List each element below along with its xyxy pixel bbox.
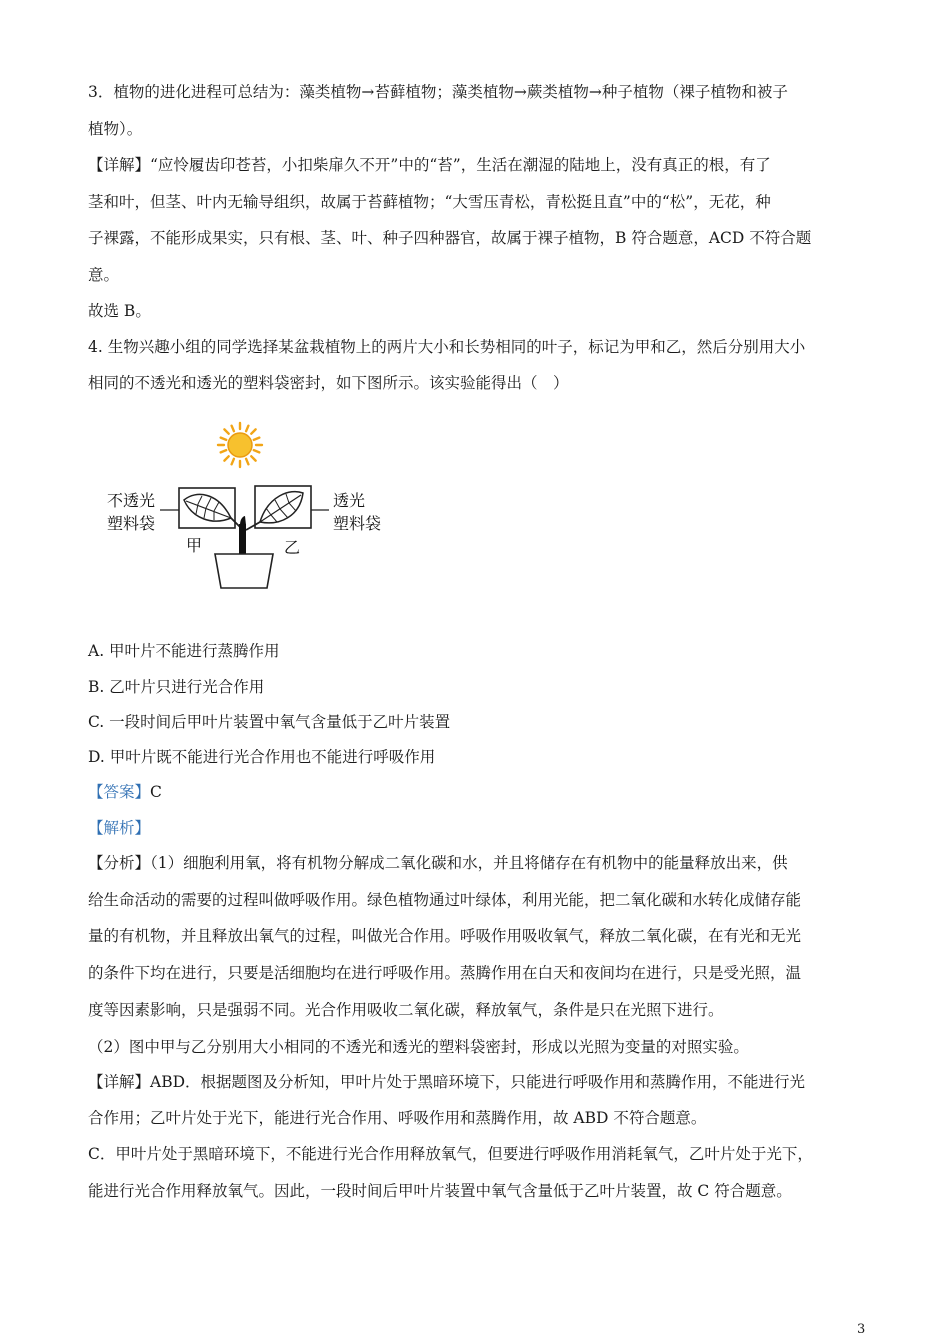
- transparent-bag: [246, 486, 311, 530]
- analysis-line: 给生命活动的需要的过程叫做呼吸作用。绿色植物通过叶绿体，利用光能，把二氧化碳和水转化成储存能: [88, 891, 802, 909]
- analysis-line: （2）图中甲与乙分别用大小相同的不透光和透光的塑料袋密封，形成以光照为变量的对照实验。: [88, 1038, 749, 1056]
- plant-stem: [239, 516, 246, 554]
- analysis-line: 度等因素影响，只是强弱不同。光合作用吸收二氧化碳，释放氧气，条件是只在光照下进行。: [88, 1001, 724, 1019]
- option-c: C. 一段时间后甲叶片装置中氧气含量低于乙叶片装置: [88, 713, 451, 731]
- answer-line: [88, 782, 162, 802]
- opaque-bag: [179, 488, 241, 528]
- flower-pot: [215, 554, 273, 588]
- answer-tag: 【答案】: [88, 783, 151, 801]
- label-transparent-line2: 塑料袋: [333, 514, 382, 533]
- experiment-figure: [100, 418, 400, 598]
- detail-line: 【详解】ABD．根据题图及分析知，甲叶片处于黑暗环境下，只能进行呼吸作用和蒸腾作用，不能进行光: [88, 1073, 806, 1091]
- q3-detail-line: 意。: [88, 266, 120, 284]
- label-transparent-line1: 透光: [333, 491, 366, 510]
- label-opaque-line2: 塑料袋: [107, 514, 156, 533]
- detail-line: 合作用；乙叶片处于光下，能进行光合作用、呼吸作用和蒸腾作用，故 ABD 不符合题意。: [88, 1109, 707, 1127]
- sun-icon: [218, 423, 262, 467]
- label-opaque-line1: 不透光: [107, 491, 156, 510]
- q3-text-line: 3．植物的进化进程可总结为：藻类植物→苔藓植物；藻类植物→蕨类植物→种子植物（裸子植物和被子: [88, 83, 788, 101]
- answer-value: C: [150, 783, 162, 801]
- analysis-line: 量的有机物，并且释放出氧气的过程，叫做光合作用。呼吸作用吸收氧气，释放二氧化碳，在有光和无光: [88, 927, 802, 945]
- page-number: 3: [857, 1322, 866, 1337]
- option-d: D. 甲叶片既不能进行光合作用也不能进行呼吸作用: [88, 748, 436, 766]
- q3-detail-line: 子裸露，不能形成果实，只有根、茎、叶、种子四种器官，故属于裸子植物，B 符合题意，ACD 不符合题: [88, 229, 812, 247]
- option-a: A. 甲叶片不能进行蒸腾作用: [88, 642, 280, 660]
- q3-choice-line: 故选 B。: [88, 302, 151, 320]
- q3-detail-line: 【详解】“应怜履齿印苍苔，小扣柴扉久不开”中的“苔”，生活在潮湿的陆地上，没有真正的根，有了: [88, 156, 771, 174]
- detail-line: C．甲叶片处于黑暗环境下，不能进行光合作用释放氧气，但要进行呼吸作用消耗氧气，乙叶片处于光下，: [88, 1145, 813, 1163]
- option-b: B. 乙叶片只进行光合作用: [88, 678, 265, 696]
- analysis-tag: 【解析】: [88, 819, 151, 837]
- q4-stem-line: 相同的不透光和透光的塑料袋密封，如下图所示。该实验能得出（ ）: [88, 374, 569, 392]
- q3-detail-line: 茎和叶，但茎、叶内无输导组织，故属于苔藓植物；“大雪压青松，青松挺且直”中的“松”，无花，种: [88, 193, 771, 211]
- detail-line: 能进行光合作用释放氧气。因此，一段时间后甲叶片装置中氧气含量低于乙叶片装置，故 C 符合题意。: [88, 1182, 792, 1200]
- q4-stem-line: 4. 生物兴趣小组的同学选择某盆栽植物上的两片大小和长势相同的叶子，标记为甲和乙，然后分别用大小: [88, 338, 806, 356]
- label-yi: 乙: [284, 538, 301, 557]
- q3-text-line: 植物）。: [88, 120, 143, 138]
- analysis-line: 【分析】（1）细胞利用氧，将有机物分解成二氧化碳和水，并且将储存在有机物中的能量释放出来，供: [88, 854, 788, 872]
- analysis-line: 的条件下均在进行，只要是活细胞均在进行呼吸作用。蒸腾作用在白天和夜间均在进行，只是受光照，温: [88, 964, 802, 982]
- label-jia: 甲: [186, 536, 203, 555]
